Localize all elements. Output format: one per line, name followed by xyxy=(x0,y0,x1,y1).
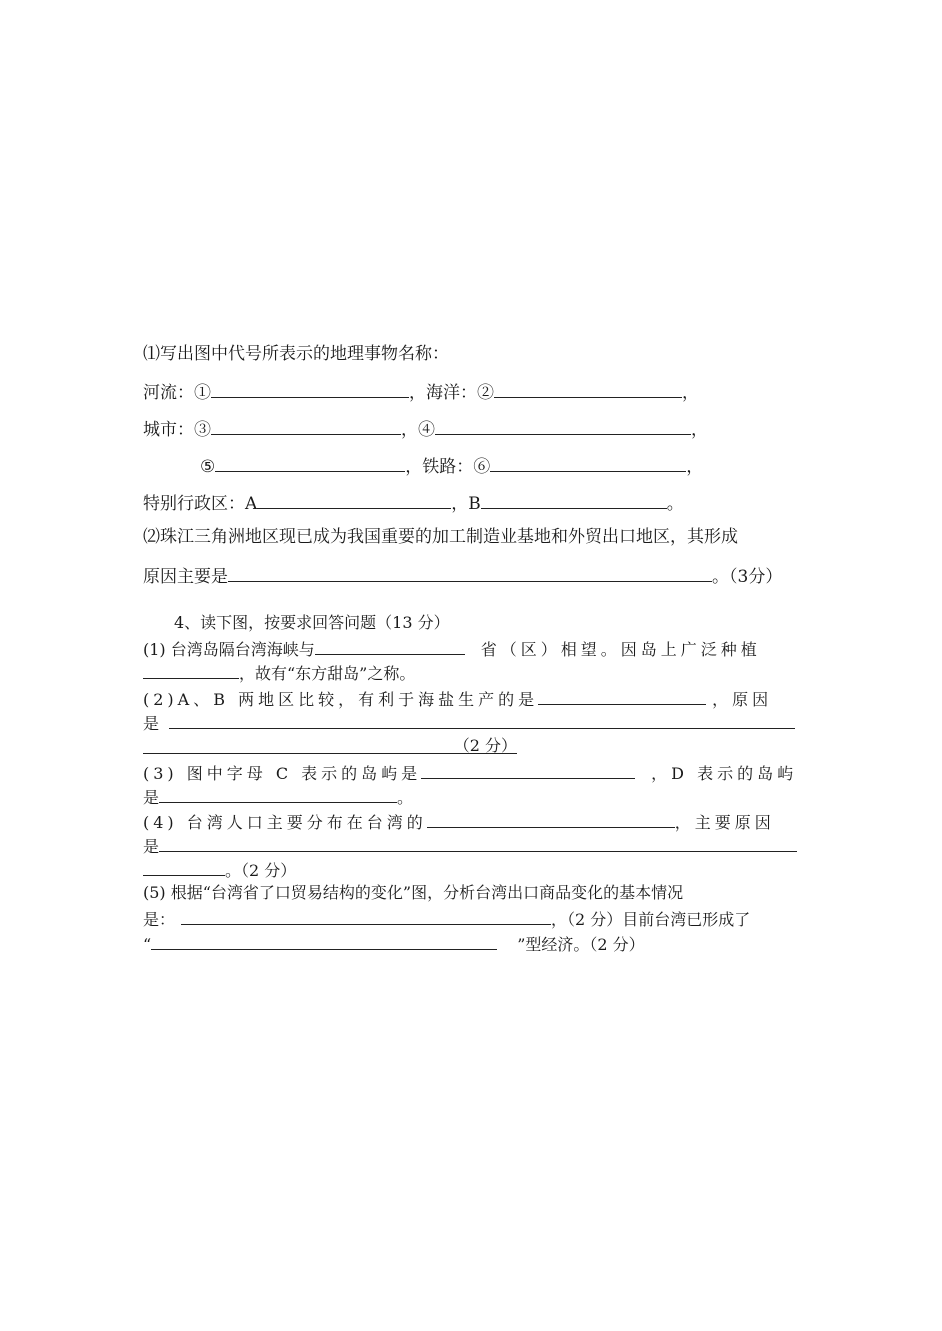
q4-p5-row2 xyxy=(143,906,750,931)
city5-label: ⑤ xyxy=(200,457,216,477)
city3-label: 城市：③ xyxy=(143,420,211,440)
p1-text-c: ，故有“东方甜岛”之称。 xyxy=(239,664,416,683)
q3-part2-answer-row xyxy=(143,563,782,588)
q3-city5-railway-row xyxy=(200,453,703,478)
p2-text-c: 是 xyxy=(143,714,160,733)
sar-b-label: ，B xyxy=(451,494,481,514)
q3-sar-row xyxy=(143,490,684,515)
q4-p3-row2 xyxy=(143,784,413,809)
part2-score: 。（3分） xyxy=(712,567,783,587)
p2-score: （2 分） xyxy=(453,736,517,755)
q4-title: 4、读下图，按要求回答问题（13 分） xyxy=(174,613,450,632)
p3-text-c: 是 xyxy=(143,788,160,807)
p3-island-c-blank[interactable] xyxy=(421,760,635,779)
p3-text-b: ，D 表示的岛屿 xyxy=(651,764,798,783)
p4-score: 。（2 分） xyxy=(225,861,297,880)
p4-text-c: 是 xyxy=(143,837,160,856)
p4-text-b: ，主要原因 xyxy=(674,813,775,832)
q4-p1-row xyxy=(143,636,761,661)
q4-p4-row3 xyxy=(143,857,296,882)
p3-island-d-blank[interactable] xyxy=(159,784,397,803)
sar-b-answer-blank[interactable] xyxy=(481,490,667,509)
p3-end: 。 xyxy=(397,788,414,807)
river-answer-blank[interactable] xyxy=(211,379,409,398)
p1-province-blank[interactable] xyxy=(315,636,465,655)
comma: ， xyxy=(686,457,704,477)
river-label: 河流：① xyxy=(143,383,211,403)
q4-p2-row2 xyxy=(143,710,795,735)
q4-p4-row xyxy=(143,809,775,834)
p5-open-quote: “ xyxy=(143,935,152,954)
ocean-label: ，海洋：② xyxy=(409,383,494,403)
p4-text-a: (4) 台湾人口主要分布在台湾的 xyxy=(143,813,427,832)
q4-p5-row xyxy=(143,882,683,904)
q4-p1-row2 xyxy=(143,660,415,685)
q4-p3-row xyxy=(143,760,797,785)
p2-text-b: ，原因 xyxy=(712,690,773,709)
p1-text-b: 省（区）相望。因岛上广泛种植 xyxy=(480,640,761,659)
p5-economy-blank[interactable] xyxy=(151,931,497,950)
p1-text-a: (1) 台湾岛隔台湾海峡与 xyxy=(143,640,315,659)
p4-area-blank[interactable] xyxy=(427,809,675,828)
period: 。 xyxy=(666,494,684,514)
p2-region-blank[interactable] xyxy=(538,686,706,705)
q4-p2-row3 xyxy=(143,735,517,757)
part2-answer-blank[interactable] xyxy=(228,563,712,582)
p2-text-a: (2)A、B 两地区比较，有利于海盐生产的是 xyxy=(143,690,539,709)
p5-text-e: ”型经济。（2 分） xyxy=(517,935,645,954)
p5-text-a: (5) 根据“台湾省了口贸易结构的变化”图，分析台湾出口商品变化的基本情况 xyxy=(143,883,684,902)
city4-answer-blank[interactable] xyxy=(435,416,691,435)
p3-text-a: (3) 图中字母 C 表示的岛屿是 xyxy=(143,764,422,783)
p5-situation-blank[interactable] xyxy=(181,906,551,925)
q4-p2-row xyxy=(143,686,772,711)
q3-part1-prompt: ⑴写出图中代号所表示的地理事物名称： xyxy=(143,344,449,364)
p2-reason-blank[interactable] xyxy=(169,710,795,729)
p5-text-b: 是： xyxy=(143,910,176,929)
q4-p5-row3 xyxy=(143,931,645,956)
railway-label: ，铁路：⑥ xyxy=(405,457,491,477)
q3-part2-prompt: ⑵珠江三角洲地区现已成为我国重要的加工制造业基地和外贸出口地区，其形成 xyxy=(143,527,738,547)
q4-p4-row2 xyxy=(143,833,797,858)
p2-reason-blank-2[interactable] xyxy=(143,735,517,754)
part2-prefix: 原因主要是 xyxy=(143,567,228,587)
comma: ， xyxy=(682,383,699,403)
p5-text-c: ，（2 分）目前台湾已形成了 xyxy=(551,910,751,929)
ocean-answer-blank[interactable] xyxy=(494,379,682,398)
sar-a-answer-blank[interactable] xyxy=(257,490,451,509)
city3-answer-blank[interactable] xyxy=(211,416,401,435)
p1-crop-blank[interactable] xyxy=(143,660,239,679)
city4-label: ，④ xyxy=(401,420,435,440)
q3-river-ocean-row xyxy=(143,379,699,404)
comma: ， xyxy=(691,420,708,440)
p4-reason-blank-2[interactable] xyxy=(143,857,225,876)
sar-a-label: 特别行政区：A xyxy=(143,494,258,514)
p4-reason-blank[interactable] xyxy=(159,833,797,852)
railway-answer-blank[interactable] xyxy=(490,453,686,472)
q3-city-row xyxy=(143,416,708,441)
city5-answer-blank[interactable] xyxy=(215,453,405,472)
